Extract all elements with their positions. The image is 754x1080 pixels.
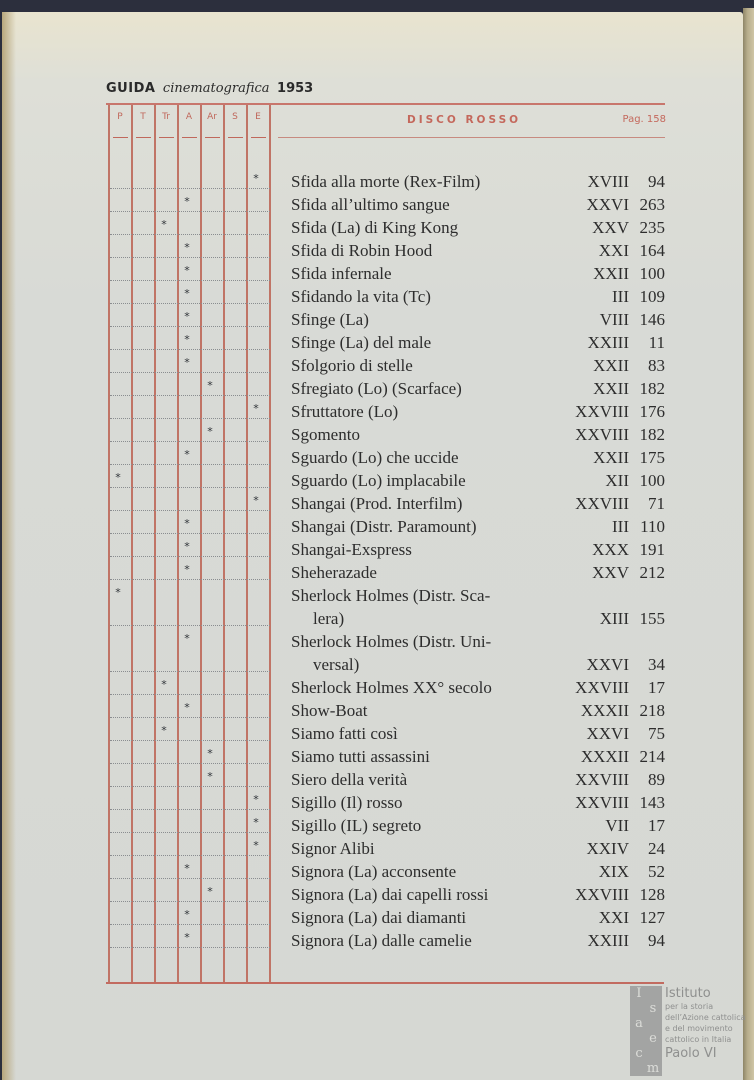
volume-number: XXVIII	[575, 402, 629, 421]
film-title: Show-Boat	[291, 701, 368, 720]
dotted-row-line	[110, 395, 270, 396]
film-entry	[291, 676, 665, 699]
volume-page-reference	[587, 193, 666, 216]
dotted-row-line	[110, 671, 270, 672]
column-header-t: T	[140, 112, 146, 122]
volume-number: XIII	[599, 609, 629, 628]
rating-asterisk-e: *	[253, 402, 259, 415]
film-title: Siero della verità	[291, 770, 408, 789]
page-reference: 175	[639, 448, 665, 467]
column-header-rule	[228, 137, 243, 138]
volume-number: XXII	[593, 356, 629, 375]
volume-number: XXVI	[586, 655, 629, 674]
volume-number: XXVIII	[575, 793, 629, 812]
dotted-row-line	[110, 786, 270, 787]
watermark-text-line: per la storia	[665, 1002, 714, 1011]
page-reference: 17	[648, 816, 665, 835]
grid-column-line	[154, 105, 156, 982]
rating-asterisk-ar: *	[207, 425, 213, 438]
film-entry	[291, 216, 665, 239]
film-entry	[291, 331, 665, 354]
film-entry	[291, 584, 665, 630]
grid-column-line	[131, 105, 133, 982]
volume-page-reference	[599, 906, 665, 929]
film-entry	[291, 906, 665, 929]
bottom-rule	[106, 982, 664, 984]
film-entry	[291, 630, 665, 676]
volume-page-reference	[575, 791, 665, 814]
isacem-watermark-logo	[630, 986, 744, 1078]
film-title: Sfidando la vita (Tc)	[291, 287, 431, 306]
film-title: Sfida alla morte (Rex-Film)	[291, 172, 481, 191]
dotted-row-line	[110, 211, 270, 212]
grid-column-line	[269, 105, 271, 982]
film-title: Shangai (Distr. Paramount)	[291, 517, 477, 536]
page-reference: 24	[648, 839, 665, 858]
volume-number: XXIII	[587, 333, 629, 352]
dotted-row-line	[110, 855, 270, 856]
film-entry	[291, 791, 665, 814]
volume-number: XVIII	[587, 172, 629, 191]
film-title: Shangai-Exspress	[291, 540, 412, 559]
rating-asterisk-a: *	[184, 241, 190, 254]
film-title: Signora (La) dai capelli rossi	[291, 885, 489, 904]
column-header-p: P	[117, 112, 123, 122]
film-title: Shangai (Prod. Interfilm)	[291, 494, 463, 513]
film-entry	[291, 423, 665, 446]
volume-number: VIII	[599, 310, 629, 329]
dotted-row-line	[110, 694, 270, 695]
rating-asterisk-a: *	[184, 862, 190, 875]
page-reference: 109	[639, 287, 665, 306]
film-title: Siamo tutti assassini	[291, 747, 430, 766]
volume-page-reference	[575, 423, 665, 446]
page-reference: 94	[648, 931, 665, 950]
film-title: Sfregiato (Lo) (Scarface)	[291, 379, 462, 398]
watermark-letter: I	[636, 986, 642, 1001]
volume-page-reference	[600, 308, 665, 331]
film-entry	[291, 515, 665, 538]
rating-asterisk-a: *	[184, 448, 190, 461]
volume-page-reference	[581, 699, 665, 722]
film-title: Sfida (La) di King Kong	[291, 218, 459, 237]
dotted-row-line	[110, 579, 270, 580]
watermark-letter: a	[635, 1016, 643, 1031]
dotted-row-line	[110, 188, 270, 189]
rating-asterisk-a: *	[184, 540, 190, 553]
rating-asterisk-a: *	[184, 563, 190, 576]
page-reference: 128	[639, 885, 665, 904]
rating-asterisk-a: *	[184, 333, 190, 346]
dotted-row-line	[110, 487, 270, 488]
volume-number: XXVIII	[575, 678, 629, 697]
volume-number: III	[612, 287, 629, 306]
film-title: Signor Alibi	[291, 839, 375, 858]
film-title: Sfolgorio di stelle	[291, 356, 413, 375]
volume-number: XXII	[593, 448, 629, 467]
dotted-row-line	[110, 809, 270, 810]
rating-asterisk-e: *	[253, 839, 259, 852]
film-entry	[291, 538, 665, 561]
film-title: Sigillo (IL) segreto	[291, 816, 422, 835]
film-title: Sfinge (La) del male	[291, 333, 432, 352]
rating-asterisk-a: *	[184, 195, 190, 208]
rating-asterisk-e: *	[253, 494, 259, 507]
film-title: Signora (La) dalle camelie	[291, 931, 472, 950]
rating-asterisk-ar: *	[207, 885, 213, 898]
volume-page-reference	[593, 377, 665, 400]
film-title: Sigillo (Il) rosso	[291, 793, 403, 812]
volume-page-reference	[605, 814, 665, 837]
volume-page-reference	[587, 331, 665, 354]
film-entry	[291, 377, 665, 400]
section-title: DISCO ROSSO	[407, 114, 522, 126]
volume-number: XXVI	[586, 195, 629, 214]
watermark-letter: e	[649, 1031, 657, 1046]
film-entry	[291, 768, 665, 791]
rating-asterisk-a: *	[184, 517, 190, 530]
dotted-row-line	[110, 510, 270, 511]
page-reference: 71	[648, 494, 665, 513]
volume-page-reference	[600, 607, 665, 630]
page-reference: 143	[639, 793, 665, 812]
film-entry	[291, 860, 665, 883]
film-entry	[291, 929, 665, 952]
volume-page-reference	[575, 492, 665, 515]
dotted-row-line	[110, 625, 270, 626]
volume-page-reference	[575, 883, 665, 906]
volume-page-reference	[575, 676, 665, 699]
volume-number: XXIII	[587, 931, 629, 950]
rating-asterisk-a: *	[184, 931, 190, 944]
dotted-row-line	[110, 326, 270, 327]
film-title: Sguardo (Lo) che uccide	[291, 448, 459, 467]
page-reference: 235	[639, 218, 665, 237]
page-reference: 100	[639, 471, 665, 490]
film-entry	[291, 400, 665, 423]
dotted-row-line	[110, 303, 270, 304]
watermark-letter: c	[635, 1046, 643, 1061]
film-title: Sfida all’ultimo sangue	[291, 195, 450, 214]
film-title: Sgomento	[291, 425, 360, 444]
rating-asterisk-e: *	[253, 172, 259, 185]
page-reference: 17	[648, 678, 665, 697]
page-reference: 214	[639, 747, 665, 766]
rating-asterisk-a: *	[184, 632, 190, 645]
volume-number: XXI	[598, 908, 629, 927]
rating-asterisk-a: *	[184, 356, 190, 369]
film-entry	[291, 262, 665, 285]
dotted-row-line	[110, 717, 270, 718]
film-title: Signora (La) acconsente	[291, 862, 457, 881]
volume-page-reference	[599, 860, 665, 883]
film-title-continuation: lera)	[313, 609, 345, 628]
volume-page-reference	[612, 515, 665, 538]
film-title: Sherlock Holmes (Distr. Uni-	[291, 632, 492, 651]
film-title: Siamo fatti così	[291, 724, 398, 743]
film-entry	[291, 446, 665, 469]
dotted-row-line	[110, 832, 270, 833]
film-title: Sherlock Holmes (Distr. Sca-	[291, 586, 491, 605]
dotted-row-line	[110, 257, 270, 258]
column-header-rule	[182, 137, 197, 138]
column-header-rule	[136, 137, 151, 138]
film-entry	[291, 837, 665, 860]
volume-page-reference	[587, 653, 666, 676]
film-entry	[291, 308, 665, 331]
dotted-row-line	[110, 441, 270, 442]
page-reference: 146	[639, 310, 665, 329]
dotted-row-line	[110, 947, 270, 948]
volume-number: XXII	[593, 379, 629, 398]
dotted-row-line	[110, 349, 270, 350]
film-title: Sfida di Robin Hood	[291, 241, 433, 260]
volume-page-reference	[587, 170, 665, 193]
volume-page-reference	[575, 400, 665, 423]
page-reference: 182	[639, 379, 665, 398]
dotted-row-line	[110, 556, 270, 557]
grid-column-line	[246, 105, 248, 982]
dotted-row-line	[110, 418, 270, 419]
rating-asterisk-ar: *	[207, 747, 213, 760]
film-title: Sherlock Holmes XX° secolo	[291, 678, 492, 697]
film-entry	[291, 699, 665, 722]
volume-page-reference	[592, 538, 665, 561]
running-head-guida: GUIDA	[106, 81, 156, 96]
column-header-ar: Ar	[207, 112, 217, 122]
page-reference: 191	[639, 540, 665, 559]
watermark-text-line: dell’Azione cattolica	[665, 1013, 746, 1022]
page-reference: 83	[648, 356, 665, 375]
volume-number: XXIV	[586, 839, 629, 858]
page-reference: 100	[639, 264, 665, 283]
volume-number: XXV	[592, 218, 629, 237]
running-head	[106, 81, 313, 97]
volume-number: XXII	[593, 264, 629, 283]
film-title: Sheherazade	[291, 563, 377, 582]
page-reference: 218	[639, 701, 665, 720]
volume-number: XXVIII	[575, 770, 629, 789]
rating-asterisk-tr: *	[161, 678, 167, 691]
dotted-row-line	[110, 924, 270, 925]
volume-number: XIX	[598, 862, 629, 881]
volume-page-reference	[593, 354, 665, 377]
column-header-rule	[251, 137, 266, 138]
dotted-row-line	[110, 464, 270, 465]
volume-page-reference	[592, 216, 665, 239]
volume-page-reference	[587, 837, 666, 860]
column-header-rule	[159, 137, 174, 138]
volume-page-reference	[593, 446, 665, 469]
volume-page-reference	[587, 929, 665, 952]
film-entry	[291, 239, 665, 262]
page-reference: 110	[640, 517, 665, 536]
rating-asterisk-a: *	[184, 264, 190, 277]
watermark-text-line: cattolico in Italia	[665, 1035, 732, 1044]
watermark-letter: s	[649, 1001, 657, 1016]
book-spine-edge	[743, 8, 754, 1080]
rating-asterisk-a: *	[184, 287, 190, 300]
grid-column-line	[223, 105, 225, 982]
film-title: Signora (La) dai diamanti	[291, 908, 467, 927]
page-reference: 52	[648, 862, 665, 881]
page-reference: 89	[648, 770, 665, 789]
rating-asterisk-e: *	[253, 793, 259, 806]
watermark-text-line: Istituto	[665, 986, 711, 1001]
header-rule	[278, 137, 665, 138]
volume-page-reference	[612, 285, 665, 308]
grid-column-line	[200, 105, 202, 982]
page-reference: 182	[639, 425, 665, 444]
film-entry	[291, 193, 665, 216]
film-title: Sfinge (La)	[291, 310, 369, 329]
page-reference: 94	[648, 172, 665, 191]
rating-asterisk-p: *	[115, 586, 121, 599]
rating-asterisk-a: *	[184, 310, 190, 323]
film-title-continuation: versal)	[313, 655, 360, 674]
volume-number: XXVIII	[575, 885, 629, 904]
volume-page-reference	[581, 745, 665, 768]
rating-asterisk-a: *	[184, 701, 190, 714]
page-reference: 263	[639, 195, 665, 214]
volume-page-reference	[575, 768, 665, 791]
watermark-letter: m	[646, 1061, 660, 1076]
column-header-rule	[205, 137, 220, 138]
column-header-s: S	[232, 112, 238, 122]
volume-number: XXVI	[586, 724, 629, 743]
film-entry	[291, 722, 665, 745]
grid-column-line	[108, 105, 110, 982]
dotted-row-line	[110, 280, 270, 281]
dotted-row-line	[110, 901, 270, 902]
film-entry	[291, 170, 665, 193]
column-header-a: A	[185, 112, 193, 122]
dotted-row-line	[110, 533, 270, 534]
dotted-row-line	[110, 878, 270, 879]
page-reference: 155	[639, 609, 665, 628]
film-entry	[291, 561, 665, 584]
dotted-row-line	[110, 763, 270, 764]
film-entry	[291, 745, 665, 768]
page-reference: 75	[648, 724, 665, 743]
rating-asterisk-p: *	[115, 471, 121, 484]
volume-number: XXI	[598, 241, 629, 260]
watermark-text-line: Paolo VI	[665, 1046, 717, 1061]
volume-number: XII	[605, 471, 629, 490]
page-reference: 11	[648, 333, 665, 352]
dotted-row-line	[110, 234, 270, 235]
volume-page-reference	[587, 722, 666, 745]
column-header-rule	[113, 137, 128, 138]
page-number: Pag. 158	[622, 114, 666, 125]
running-head-year: 1953	[277, 81, 314, 96]
rating-asterisk-a: *	[184, 908, 190, 921]
page-reference: 176	[639, 402, 665, 421]
film-entry	[291, 814, 665, 837]
page-reference: 127	[639, 908, 665, 927]
volume-page-reference	[592, 561, 665, 584]
film-entry	[291, 354, 665, 377]
volume-page-reference	[599, 239, 665, 262]
film-entry	[291, 492, 665, 515]
film-entry	[291, 469, 665, 492]
top-rule	[106, 103, 665, 105]
film-entry	[291, 883, 665, 906]
column-header-tr: Tr	[162, 112, 170, 122]
running-head-cinematografica: cinematografica	[162, 81, 270, 96]
rating-asterisk-e: *	[253, 816, 259, 829]
volume-number: VII	[605, 816, 629, 835]
volume-number: XXX	[592, 540, 629, 559]
rating-asterisk-ar: *	[207, 770, 213, 783]
volume-page-reference	[605, 469, 665, 492]
film-title: Sfida infernale	[291, 264, 392, 283]
page-reference: 164	[639, 241, 665, 260]
volume-number: XXXII	[580, 701, 629, 720]
column-header-e: E	[255, 112, 261, 122]
rating-asterisk-tr: *	[161, 218, 167, 231]
rating-asterisk-ar: *	[207, 379, 213, 392]
volume-page-reference	[593, 262, 665, 285]
page-reference: 34	[648, 655, 665, 674]
grid-column-line	[177, 105, 179, 982]
page-reference: 212	[639, 563, 665, 582]
volume-number: XXVIII	[575, 425, 629, 444]
volume-number: III	[612, 517, 629, 536]
dotted-row-line	[110, 372, 270, 373]
film-title: Sguardo (Lo) implacabile	[291, 471, 466, 490]
rating-asterisk-tr: *	[161, 724, 167, 737]
film-entry	[291, 285, 665, 308]
watermark-text-line: e del movimento	[665, 1024, 733, 1033]
volume-number: XXV	[592, 563, 629, 582]
volume-number: XXXII	[580, 747, 629, 766]
dotted-row-line	[110, 740, 270, 741]
film-title: Sfruttatore (Lo)	[291, 402, 399, 421]
volume-number: XXVIII	[575, 494, 629, 513]
